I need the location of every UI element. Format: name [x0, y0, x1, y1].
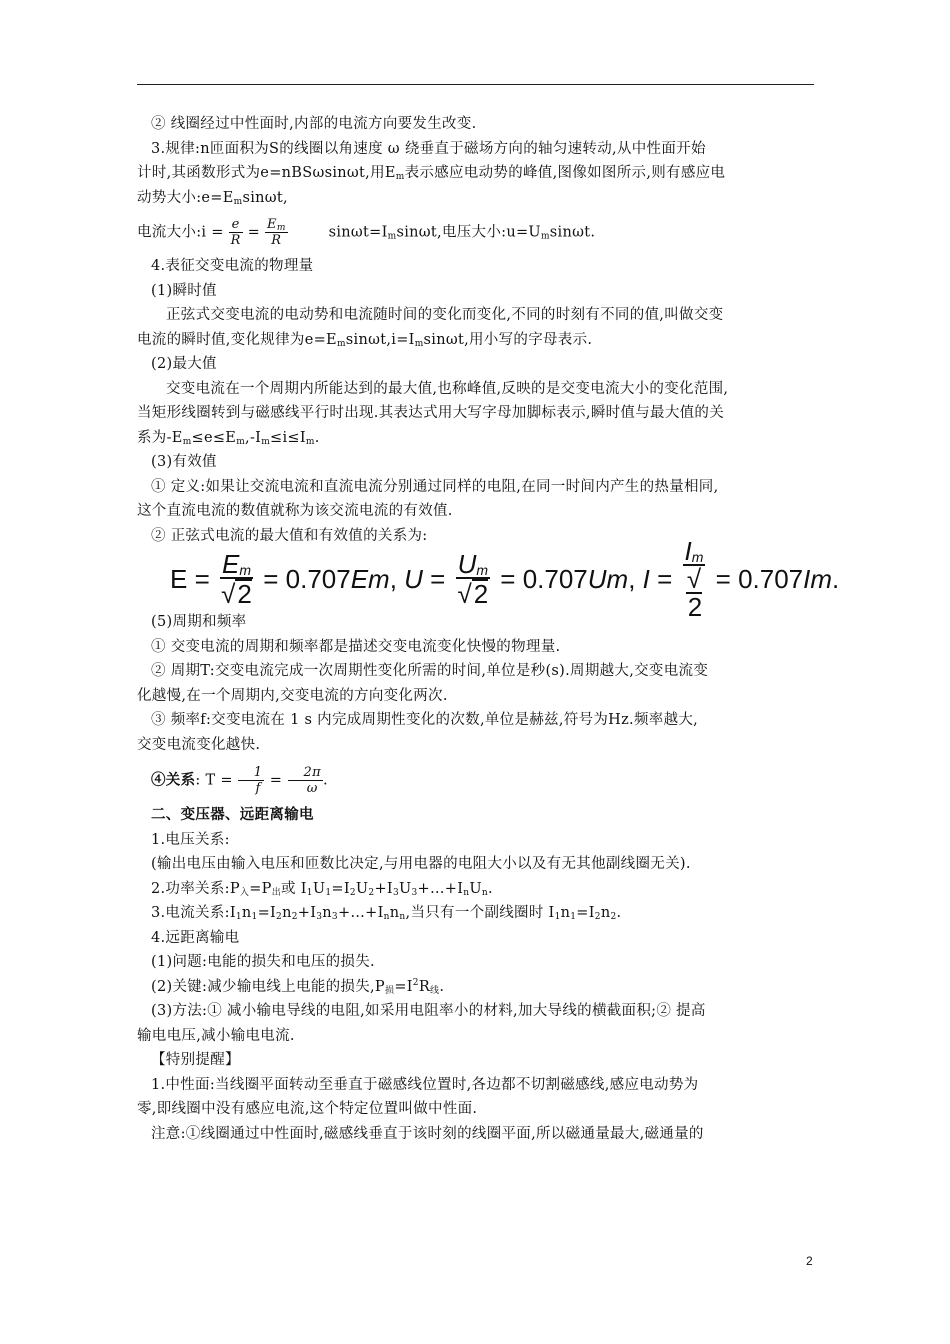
text-line: 系为$-E_m\le e\le E_m,-I_m\le i\le I_m$. — [137, 429, 320, 447]
section-heading: 4.表征交变电流的物理量 — [151, 258, 314, 274]
text-line: 零,即线圈中没有感应电流,这个特定位置叫做中性面. — [137, 1101, 478, 1117]
text-line: (2)关键:减少输电线上电能的损失$,P_损=I^2R_线$. — [151, 977, 445, 996]
text-line: 化越慢,在一个周期内,交变电流的方向变化两次. — [137, 687, 448, 704]
text-line: 电流的瞬时值,变化规律为$e=E_m\sin\omega t,i=I_m\sin\omega t$,用小写的字母表示. — [137, 331, 593, 349]
text-line: ④关系: T = $\frac{1}{f}$ = $\frac{2\pi}{\omega}$ . — [151, 764, 328, 796]
text-line: (1)问题:电能的损失和电压的损失. — [151, 954, 375, 970]
text-line: 交变电流变化越快. — [137, 736, 261, 753]
text-line: (2)最大值 — [151, 356, 217, 372]
text-line: 1.中性面:当线圈平面转动至垂直于磁感线位置时,各边都不切割磁感线,感应电动势为 — [151, 1076, 699, 1093]
text-line: 计时,其函数形式为e=nBSωsinωt,用$E_m$表示感应电动势的峰值,图像如图所示,则有感应电 — [137, 165, 726, 182]
text-line: 交变电流在一个周期内所能达到的最大值,也称峰值,反映的是交变电流大小的变化范围, — [166, 380, 729, 397]
text-line: 动势大小$:e=E_m\sin\omega t$, — [137, 189, 288, 207]
text-line: 这个直流电流的数值就称为该交流电流的有效值. — [137, 503, 453, 519]
text-line: 【特别提醒】 — [151, 1052, 240, 1068]
text-line: ③ 频率f:交变电流在 1 s 内完成周期性变化的次数,单位是赫兹,符号为Hz.频率越大, — [151, 712, 699, 728]
fraction-em-over-r: $\frac{E_m}{R}$ — [267, 216, 286, 248]
text-line: 3.规律:n匝面积为S的线圈以角速度 ω 绕垂直于磁场方向的轴匀速转动,从中性面开始 — [151, 140, 706, 157]
text-line: ② 周期T:交变电流完成一次周期性变化所需的时间,单位是秒(s).周期越大,交变电流变 — [151, 663, 709, 679]
text-line: 3.电流关系$:I_1n_1=I_2n_2+I_3n_3+\dots+I_nn_n$,当只有一个副线圈时 $I_1n_1=I_2n_2$. — [151, 905, 622, 922]
current-formula-line — [137, 210, 817, 254]
document-body — [137, 112, 840, 1146]
text-line: (1)瞬时值 — [151, 282, 217, 299]
text-line: (3)方法:① 减小输电导线的电阻,如采用电阻率小的材料,加大导线的横截面积;② 提高 — [151, 1003, 706, 1019]
text-line: (3)有效值 — [151, 454, 217, 470]
text-line: (输出电压由输入电压和匝数比决定,与用电器的电阻大小以及有无其他副线圈无关). — [151, 856, 691, 872]
text-line: ② 正弦式电流的最大值和有效值的关系为: — [151, 527, 428, 544]
text-line: 电流大小:i = $\frac{e}{R}$ = $\frac{E_m}{R}$ $\sin\omega t=I_m\sin\omega t$,电压大小$:u=U_m\sin\omega t$. — [137, 216, 596, 248]
section-heading: 二、变压器、远距离输电 — [151, 806, 314, 823]
text-line: 当矩形线圈转到与磁感线平行时出现.其表达式用大写字母加脚标表示,瞬时值与最大值的关 — [137, 405, 725, 421]
period-frequency-formula — [137, 757, 817, 803]
header-rule — [137, 84, 814, 85]
text-line: 注意:①线圈通过中性面时,磁感线垂直于该时刻的线圈平面,所以磁通量最大,磁通量的 — [151, 1125, 704, 1142]
text-line: 2.功率关系$:P_入=P_出$或 $I_1U_1=I_2U_2+I_3U_3+\dots+I_nU_n$. — [151, 880, 493, 898]
rms-formula: E = $\frac{E_m}{√2}$ = 0.707 Em , U = $\frac{U_m}{√2}$ = 0.707 Um , I = $\frac{I_m}{√2}$ = 0.707 Im . — [170, 536, 840, 622]
fraction-e-over-r: $\frac{e}{R}$ — [230, 216, 241, 248]
text-line: (5)周期和频率 — [151, 614, 247, 630]
text-line: ① 定义:如果让交流电流和直流电流分别通过同样的电阻,在同一时间内产生的热量相同, — [151, 478, 719, 495]
text-line: 4.远距离输电 — [151, 929, 240, 946]
text-line: ② 线圈经过中性面时,内部的电流方向要发生改变. — [151, 116, 477, 132]
text-line: 正弦式交变电流的电动势和电流随时间的变化而变化,不同的时刻有不同的值,叫做交变 — [166, 307, 724, 323]
text-line: 输电电压,减小输电电流. — [137, 1027, 295, 1044]
text-line: ① 交变电流的周期和频率都是描述交变电流变化快慢的物理量. — [151, 638, 561, 655]
text-line: 1.电压关系: — [151, 831, 230, 848]
page-number: 2 — [806, 1254, 813, 1268]
